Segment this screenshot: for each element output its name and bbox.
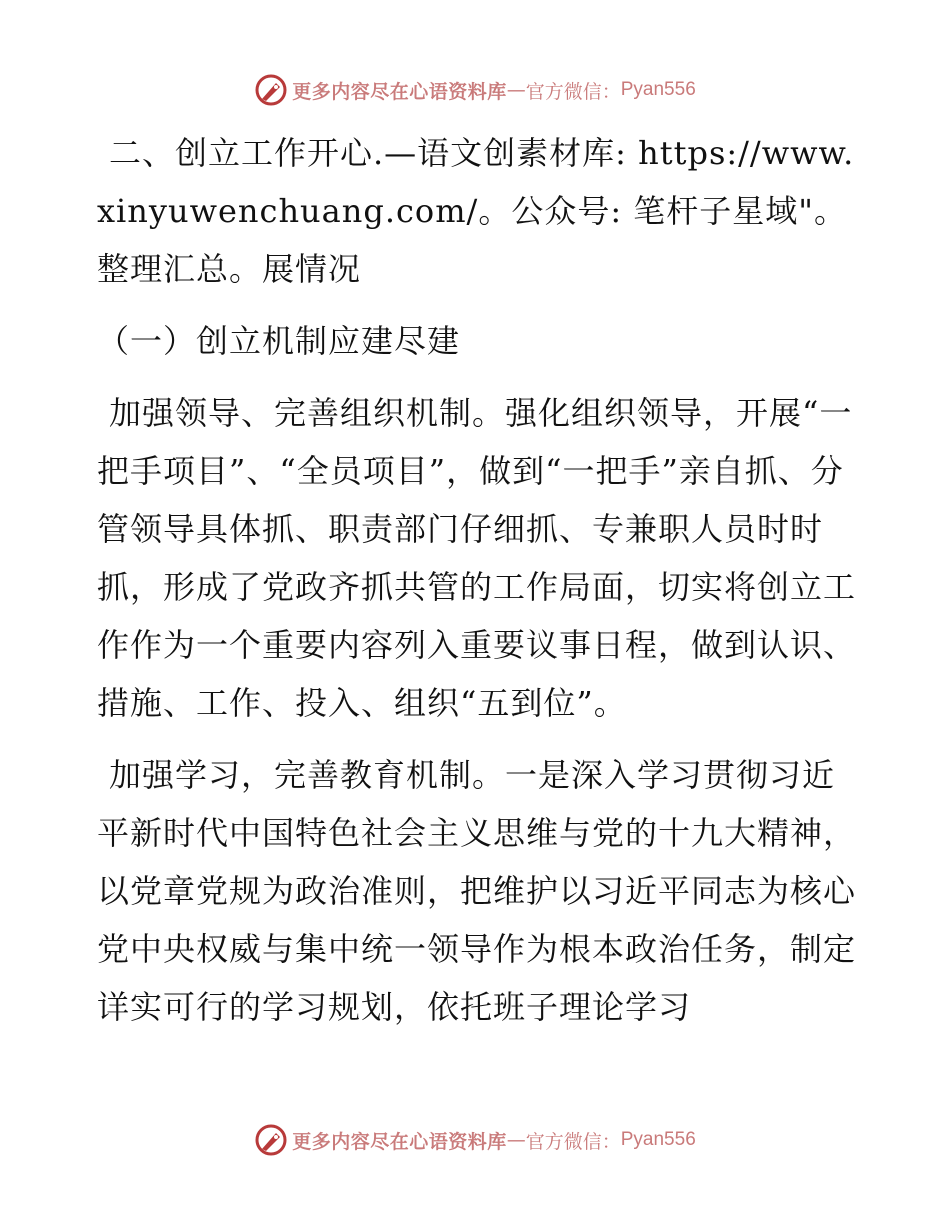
banner-wechat-label: 官方微信： — [525, 1130, 621, 1153]
footer-banner — [0, 1120, 950, 1160]
banner-wechat-id: Pyan556 — [620, 79, 696, 100]
document-body — [97, 124, 857, 1050]
banner-wechat-id: Pyan556 — [620, 1129, 696, 1150]
banner-wechat-label: 官方微信： — [525, 80, 621, 103]
paragraph-1: 加强领导、完善组织机制。强化组织领导，开展“一把手项目”、“全员项目”，做到“一把手”亲自抓、分管领导具体抓、职责部门仔细抓、专兼职人员时时抓，形成了党政齐抓共管的工作局面，切实将创立工作作为一个重要内容列入重要议事日程，做到认识、措施、工作、投入、组织“五到位”。 — [97, 394, 857, 722]
pen-nib-logo-icon — [254, 73, 288, 107]
header-banner — [0, 70, 950, 110]
banner-separator: — — [506, 79, 526, 101]
pen-nib-logo-icon — [254, 1123, 288, 1157]
section-title: 二、创立工作开心.—语文创素材库: https://www.xinyuwenchuang.com/。公众号: 笔杆子星域"。整理汇总。展情况 — [97, 134, 855, 288]
banner-separator: — — [506, 1129, 526, 1151]
paragraph-2: 加强学习，完善教育机制。一是深入学习贯彻习近平新时代中国特色社会主义思维与党的十九大精神，以党章党规为政治准则，把维护以习近平同志为核心党中央权威与集中统一领导作为根本政治任务，制定详实可行的学习规划，依托班子理论学习 — [97, 756, 857, 1026]
banner-text: 更多内容尽在心语资料库 — [292, 1130, 507, 1153]
subsection-title: （一）创立机制应建尽建 — [97, 322, 461, 360]
banner-text: 更多内容尽在心语资料库 — [292, 80, 507, 103]
